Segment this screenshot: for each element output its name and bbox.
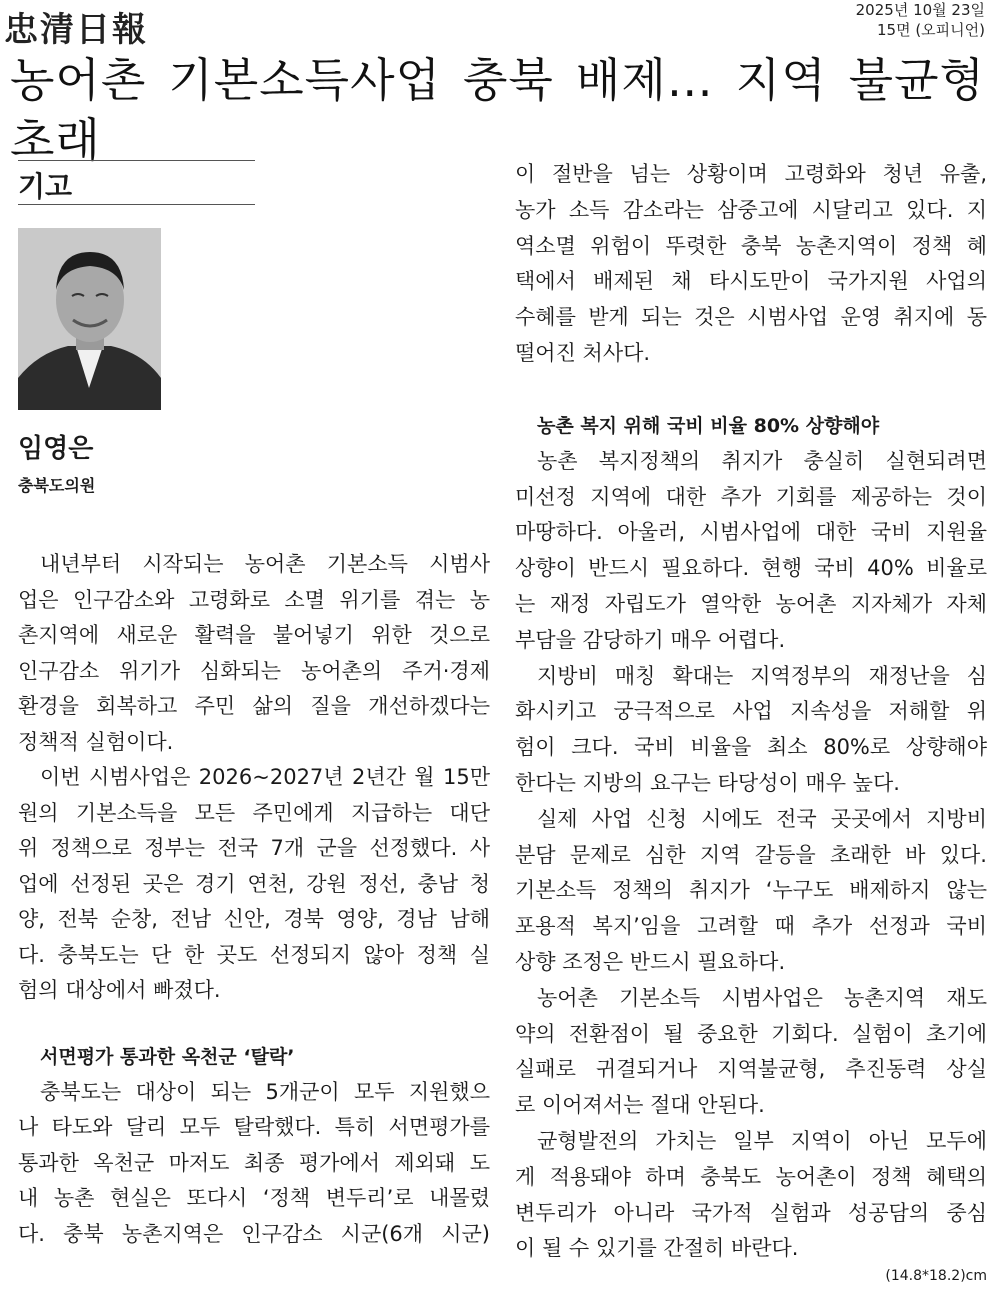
body-text-line: 수혜를 받게 되는 것은 시범사업 운영 취지에 동 xyxy=(515,305,987,330)
body-text-line: 미선정 지역에 대한 추가 기회를 제공하는 것이 xyxy=(515,484,987,509)
page-section: 15면 (오피니언) xyxy=(876,21,985,39)
body-text-line: 정책적 실험이다. xyxy=(18,729,174,754)
publication-date: 2025년 10월 23일 xyxy=(855,1,985,19)
body-text-line: 농어촌 기본소득 시범사업은 농촌지역 재도 xyxy=(537,985,987,1010)
author-title: 충북도의원 xyxy=(18,476,96,495)
body-text-line: 업은 인구감소와 고령화로 소멸 위기를 겪는 농 xyxy=(18,587,490,612)
body-text-line: 나 타도와 달리 모두 탈락했다. 특히 서면평가를 xyxy=(18,1115,490,1139)
body-text-line: 이 절반을 넘는 상황이며 고령화와 청년 유출, xyxy=(515,162,987,186)
body-text-line: 촌지역에 새로운 활력을 불어넣기 위한 것으로 xyxy=(18,623,490,647)
body-text-line: 업에 선정된 곳은 경기 연천, 강원 정선, 충남 청 xyxy=(18,871,490,896)
body-text-line: 약의 전환점이 될 중요한 기회다. 실험이 초기에 xyxy=(515,1021,987,1046)
body-text-line: 다. 충북 농촌지역은 인구감소 시군(6개 시군) xyxy=(18,1221,490,1246)
article-size: (14.8*18.2)cm xyxy=(885,1268,987,1284)
body-text-line: 이번 시범사업은 2026~2027년 2년간 월 15만 xyxy=(40,765,490,789)
body-text-line: 지방비 매칭 확대는 지역정부의 재정난을 심 xyxy=(537,663,987,688)
body-text-line: 한다는 지방의 요구는 타당성이 매우 높다. xyxy=(515,770,900,795)
body-text-line: 포용적 복지’임을 고려할 때 추가 선정과 국비 xyxy=(515,914,987,939)
subheading: 서면평가 통과한 옥천군 ‘탈락’ xyxy=(40,1045,295,1068)
body-text-line: 실제 사업 신청 시에도 전국 곳곳에서 지방비 xyxy=(537,806,987,831)
body-text-line: 충북도는 대상이 되는 5개군이 모두 지원했으 xyxy=(40,1079,490,1104)
body-text-line: 양, 전북 순창, 전남 신안, 경북 영양, 경남 남해 xyxy=(18,907,490,931)
body-text-line: 상향 조정은 반드시 필요하다. xyxy=(515,949,786,974)
body-text-line: 내 농촌 현실은 또다시 ‘정책 변두리’로 내몰렸 xyxy=(18,1186,490,1210)
body-text-line: 원의 기본소득을 모든 주민에게 지급하는 대단 xyxy=(18,800,490,825)
body-text-line: 분담 문제로 심한 지역 갈등을 초래한 바 있다. xyxy=(515,842,987,867)
body-text-line: 역소멸 위험이 뚜렷한 충북 농촌지역이 정책 혜 xyxy=(515,233,987,258)
body-text-line: 험이 크다. 국비 비율을 최소 80%로 상향해야 xyxy=(515,735,987,760)
body-text-line: 험의 대상에서 빠졌다. xyxy=(18,978,221,1002)
body-text-line: 는 재정 자립도가 열악한 농어촌 지자체가 자체 xyxy=(515,591,987,616)
body-text-line: 실패로 귀결되거나 지역불균형, 추진동력 상실 xyxy=(515,1057,987,1082)
author-name: 임영은 xyxy=(18,434,94,464)
section-label: 기고 xyxy=(18,170,73,203)
body-text-line: 부담을 감당하기 매우 어렵다. xyxy=(515,627,786,652)
section-label-box xyxy=(18,160,255,205)
body-text-line: 통과한 옥천군 마저도 최종 평가에서 제외돼 도 xyxy=(18,1150,490,1175)
body-text-line: 이 될 수 있기를 간절히 바란다. xyxy=(515,1236,799,1261)
body-text-line: 기본소득 정책의 취지가 ‘누구도 배제하지 않는 xyxy=(515,878,987,903)
body-text-line: 변두리가 아니라 국가적 실험과 성공담의 중심 xyxy=(515,1200,987,1225)
body-text-line: 다. 충북도는 단 한 곳도 선정되지 않아 정책 실 xyxy=(18,942,490,967)
headline: 농어촌 기본소득사업 충북 배제… 지역 불균형 초래 xyxy=(10,53,985,167)
subheading: 농촌 복지 위해 국비 비율 80% 상향해야 xyxy=(537,414,880,437)
body-text-line: 게 적용돼야 하며 충북도 농어촌이 정책 혜택의 xyxy=(515,1164,987,1189)
left-column xyxy=(18,547,490,1252)
body-text-line: 로 이어져서는 절대 안된다. xyxy=(515,1093,765,1118)
body-text-line: 위 정책으로 정부는 전국 7개 군을 선정했다. 사 xyxy=(18,836,490,860)
newspaper-logo: 忠清日報 xyxy=(4,10,148,50)
publication-info xyxy=(856,0,985,40)
body-text-line: 택에서 배제된 채 타시도만이 국가지원 사업의 xyxy=(515,269,987,294)
body-text-line: 농촌 복지정책의 취지가 충실히 실현되려면 xyxy=(537,448,987,473)
right-column xyxy=(515,157,987,1267)
body-text-line: 환경을 회복하고 주민 삶의 질을 개선하겠다는 xyxy=(18,694,490,718)
body-text-line: 균형발전의 가치는 일부 지역이 아닌 모두에 xyxy=(537,1128,987,1153)
body-text-line: 마땅하다. 아울러, 시범사업에 대한 국비 지원율 xyxy=(515,520,987,545)
body-text-line: 내년부터 시작되는 농어촌 기본소득 시범사 xyxy=(40,552,490,576)
body-text-line: 떨어진 처사다. xyxy=(515,340,651,365)
body-text-line: 인구감소 위기가 심화되는 농어촌의 주거·경제 xyxy=(18,658,490,683)
body-text-line: 농가 소득 감소라는 삼중고에 시달리고 있다. 지 xyxy=(515,197,987,222)
author-photo xyxy=(18,228,161,410)
body-text-line: 상향이 반드시 필요하다. 현행 국비 40% 비율로 xyxy=(515,556,987,581)
body-text-line: 화시키고 궁극적으로 사업 지속성을 저해할 위 xyxy=(515,699,987,724)
